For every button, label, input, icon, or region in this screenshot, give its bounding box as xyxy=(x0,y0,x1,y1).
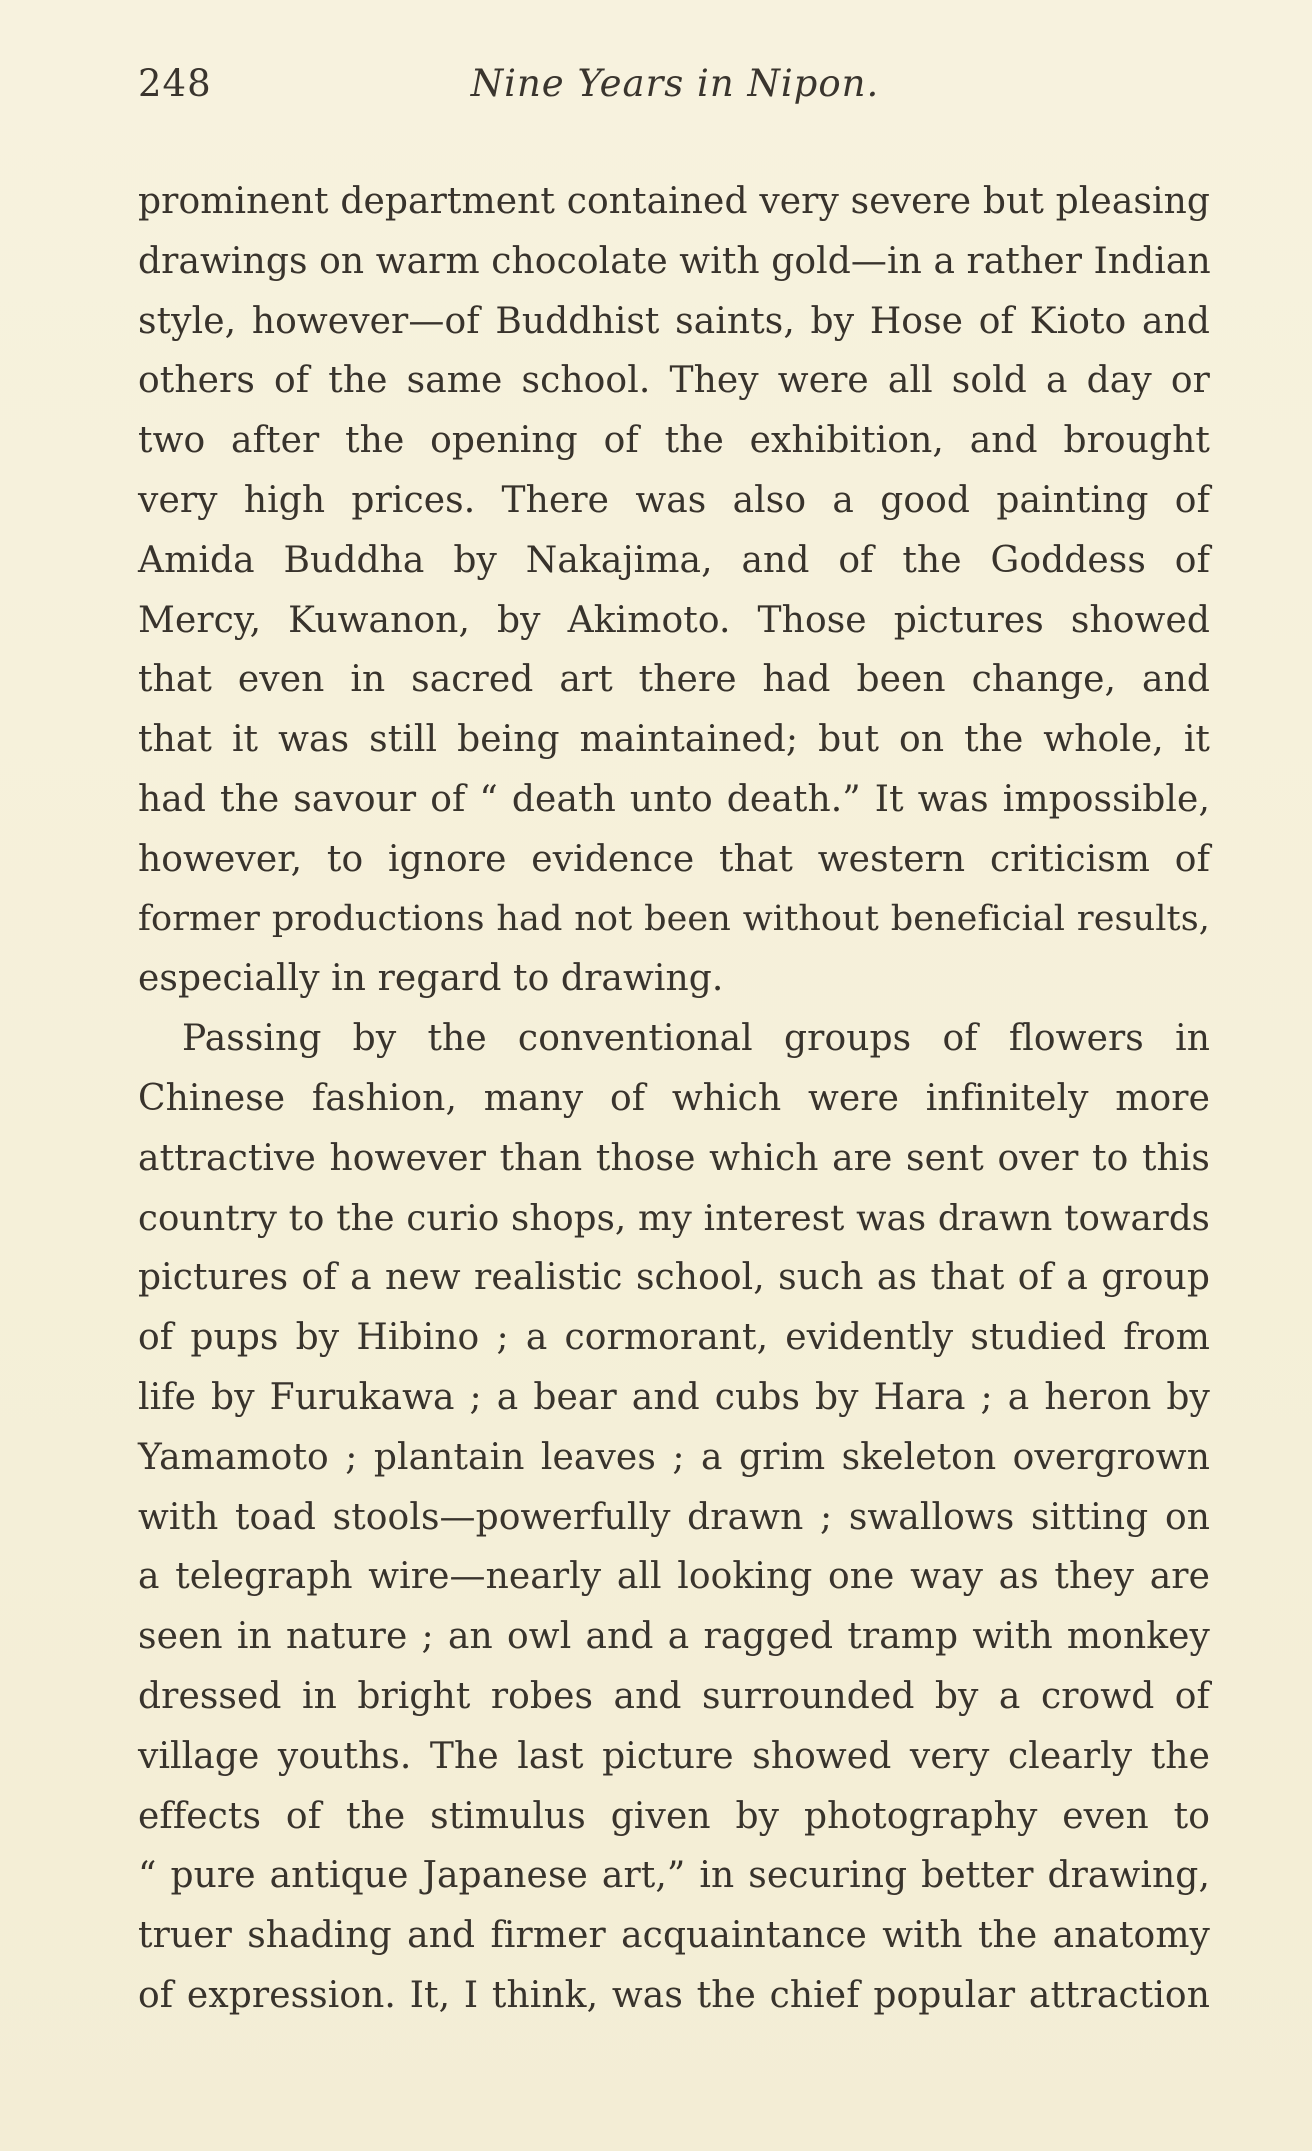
text-line: with toad stools—powerfully drawn ; swallows sitting on xyxy=(138,1496,1210,1538)
text-line: prominent department contained very severe but pleasing xyxy=(138,181,1210,222)
text-line: country to the curio shops, my interest was drawn towards xyxy=(138,1197,1210,1239)
text-line: a telegraph wire—nearly all looking one way as they are xyxy=(138,1556,1210,1598)
text-line: however, to ignore evidence that western criticism of xyxy=(138,838,1210,880)
text-line: pictures of a new realistic school, such as that of a group xyxy=(138,1257,1210,1299)
text-line: truer shading and firmer acquaintance with the anatomy xyxy=(138,1915,1210,1957)
text-line: Chinese fashion, many of which were infinitely more xyxy=(138,1077,1210,1119)
text-line: Passing by the conventional groups of flowers in xyxy=(182,1018,1210,1060)
text-line: that it was still being maintained; but on the whole, it xyxy=(138,719,1210,761)
text-line: had the savour of “ death unto death.” It was impossible, xyxy=(138,778,1210,820)
page-number: 248 xyxy=(138,62,212,105)
text-line: life by Furukawa ; a bear and cubs by Hara ; a heron by xyxy=(138,1376,1210,1418)
text-line: former productions had not been without beneficial results, xyxy=(138,898,1210,939)
text-line: effects of the stimulus given by photography even to xyxy=(138,1795,1210,1837)
text-line: of expression. It, I think, was the chief popular attraction xyxy=(138,1974,1210,2016)
running-title: Nine Years in Nipon. xyxy=(470,62,880,105)
text-line: Mercy, Kuwanon, by Akimoto. Those pictures showed xyxy=(138,599,1210,641)
text-line: very high prices. There was also a good painting of xyxy=(138,479,1210,521)
text-line: seen in nature ; an owl and a ragged tramp with monkey xyxy=(138,1616,1210,1658)
paragraph-2 xyxy=(138,1009,1210,2026)
text-line: others of the same school. They were all sold a day or xyxy=(138,360,1210,402)
text-line: “ pure antique Japanese art,” in securing better drawing, xyxy=(138,1855,1210,1897)
text-line: especially in regard to drawing. xyxy=(138,958,724,1000)
text-line: drawings on warm chocolate with gold—in a rather Indian xyxy=(138,240,1211,282)
text-line: dressed in bright robes and surrounded by a crowd of xyxy=(138,1675,1210,1717)
text-line: Yamamoto ; plantain leaves ; a grim skeleton overgrown xyxy=(138,1436,1210,1478)
text-line: Amida Buddha by Nakajima, and of the Goddess of xyxy=(138,539,1210,581)
text-line: village youths. The last picture showed very clearly the xyxy=(138,1735,1210,1777)
paragraph-1 xyxy=(138,172,1210,1009)
text-line: style, however—of Buddhist saints, by Hose of Kioto and xyxy=(138,300,1210,342)
body-text xyxy=(138,172,1210,2026)
text-line: two after the opening of the exhibition, and brought xyxy=(138,420,1210,462)
text-line: attractive however than those which are sent over to this xyxy=(138,1137,1210,1179)
page-header xyxy=(138,62,1212,122)
text-line: of pups by Hibino ; a cormorant, evidently studied from xyxy=(138,1317,1210,1359)
text-line: that even in sacred art there had been change, and xyxy=(138,659,1210,701)
